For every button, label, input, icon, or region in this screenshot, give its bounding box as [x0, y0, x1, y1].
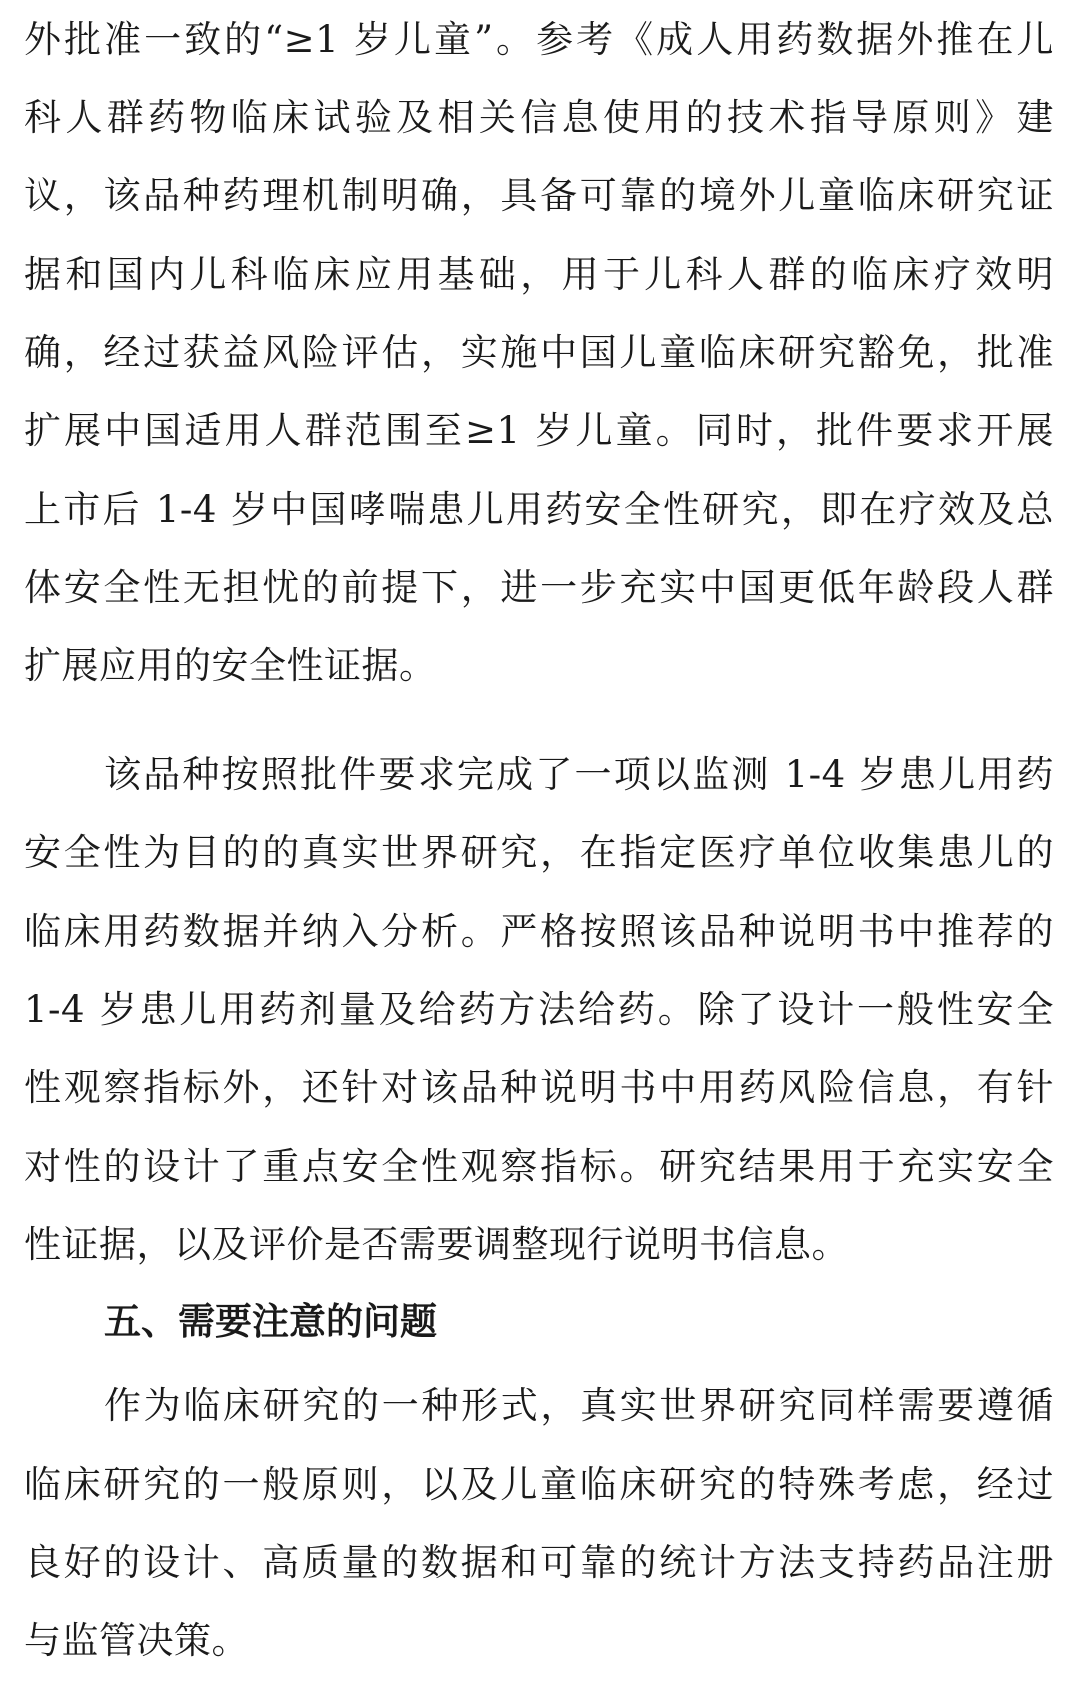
paragraph-2-line-6: 对性的设计了重点安全性观察指标。研究结果用于充实安全 [24, 1145, 1054, 1188]
paragraph-1-line-5: 确，经过获益风险评估，实施中国儿童临床研究豁免，批准 [24, 331, 1054, 374]
paragraph-1-line-9: 扩展应用的安全性证据。 [24, 644, 437, 687]
paragraph-1-line-3: 议，该品种药理机制明确，具备可靠的境外儿童临床研究证 [24, 174, 1054, 217]
paragraph-1-line-2: 科人群药物临床试验及相关信息使用的技术指导原则》建 [24, 96, 1054, 139]
paragraph-1-line-8: 体安全性无担忧的前提下，进一步充实中国更低年龄段人群 [24, 566, 1054, 609]
paragraph-2-line-4: 1-4 岁患儿用药剂量及给药方法给药。除了设计一般性安全 [24, 988, 1054, 1031]
paragraph-2-line-2: 安全性为目的的真实世界研究，在指定医疗单位收集患儿的 [24, 831, 1054, 874]
paragraph-1-line-7: 上市后 1-4 岁中国哮喘患儿用药安全性研究，即在疗效及总 [24, 488, 1054, 531]
paragraph-2-line-5: 性观察指标外，还针对该品种说明书中用药风险信息，有针 [24, 1066, 1054, 1109]
paragraph-1-line-1: 外批准一致的“≥1 岁儿童”。参考《成人用药数据外推在儿 [24, 18, 1054, 61]
paragraph-3-line-2: 临床研究的一般原则，以及儿童临床研究的特殊考虑，经过 [24, 1463, 1054, 1506]
paragraph-3-line-4: 与监管决策。 [24, 1619, 249, 1662]
paragraph-2-line-1: 该品种按照批件要求完成了一项以监测 1-4 岁患儿用药 [104, 753, 1054, 796]
paragraph-1-line-6: 扩展中国适用人群范围至≥1 岁儿童。同时，批件要求开展 [24, 409, 1054, 452]
paragraph-2-line-7: 性证据，以及评价是否需要调整现行说明书信息。 [24, 1223, 849, 1266]
paragraph-3-line-1: 作为临床研究的一种形式，真实世界研究同样需要遵循 [104, 1384, 1054, 1427]
paragraph-3-line-3: 良好的设计、高质量的数据和可靠的统计方法支持药品注册 [24, 1541, 1054, 1584]
paragraph-1-line-4: 据和国内儿科临床应用基础，用于儿科人群的临床疗效明 [24, 253, 1054, 296]
section-heading: 五、需要注意的问题 [104, 1300, 437, 1343]
paragraph-2-line-3: 临床用药数据并纳入分析。严格按照该品种说明书中推荐的 [24, 910, 1054, 953]
